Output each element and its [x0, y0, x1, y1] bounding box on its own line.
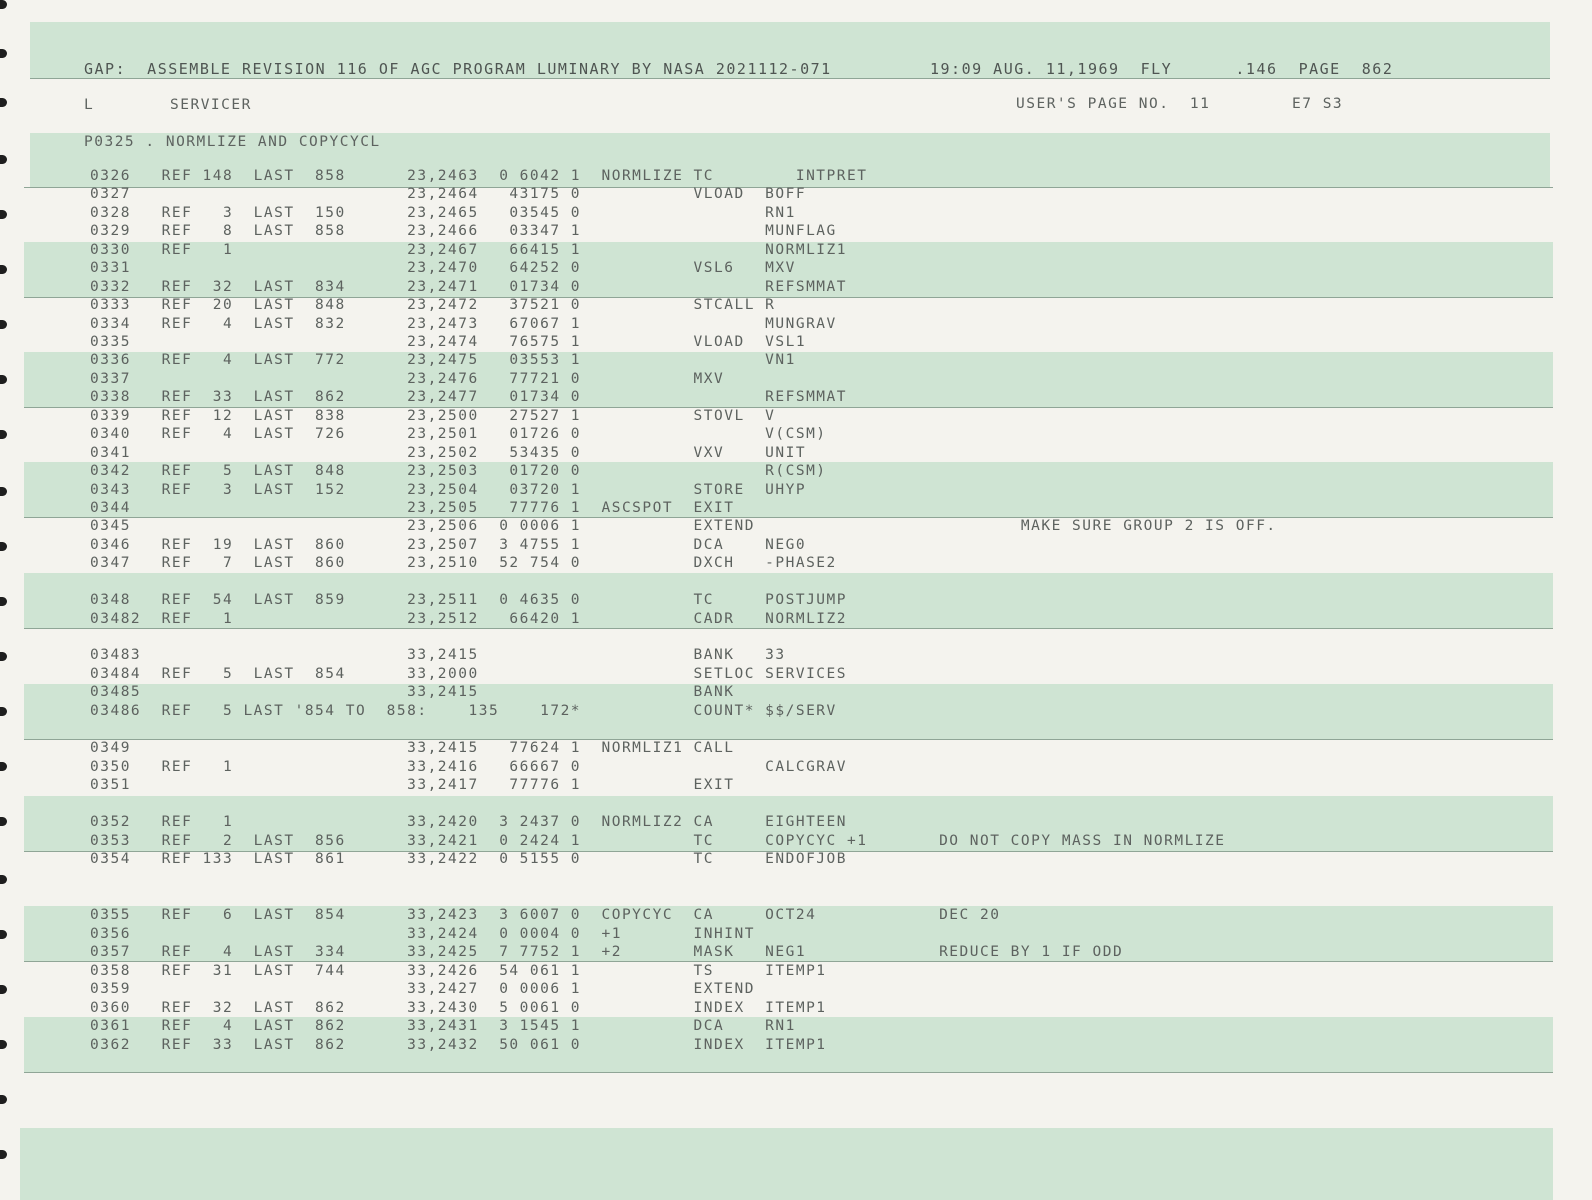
listing-row: 0337 23,2476 77721 0 MXV [90, 371, 725, 387]
listing-row: 0327 23,2464 43175 0 VLOAD BOFF [90, 186, 807, 202]
listing-row: 0360 REF 32 LAST 862 33,2430 5 0061 0 INDEX ITEMP1 [90, 1000, 827, 1016]
listing-row: 0334 REF 4 LAST 832 23,2473 67067 1 MUNGRAV [90, 316, 837, 332]
listing-row: 0330 REF 1 23,2467 66415 1 NORMLIZ1 [90, 242, 848, 258]
tractor-hole [0, 487, 7, 496]
listing-row: 0344 23,2505 77776 1 ASCSPOT EXIT [90, 500, 735, 516]
listing-row: 0333 REF 20 LAST 848 23,2472 37521 0 STCALL R [90, 297, 776, 313]
header-log-section-title: SERVICER [170, 97, 252, 113]
listing-row: 0361 REF 4 LAST 862 33,2431 3 1545 1 DCA RN1 [90, 1018, 796, 1034]
listing-row: 0351 33,2417 77776 1 EXIT [90, 777, 735, 793]
tractor-hole [0, 817, 7, 826]
tractor-hole [0, 1150, 7, 1159]
listing-row: 03486 REF 5 LAST '854 TO 858: 135 172* COUNT* $$/SERV [90, 703, 837, 719]
tractor-hole [0, 265, 7, 274]
tractor-hole [0, 652, 7, 661]
listing-row: 0343 REF 3 LAST 152 23,2504 03720 1 STORE UHYP [90, 482, 807, 498]
tractor-hole [0, 210, 7, 219]
listing-row: 0340 REF 4 LAST 726 23,2501 01726 0 V(CSM) [90, 426, 827, 442]
listing-row: 0354 REF 133 LAST 861 33,2422 0 5155 0 TC ENDOFJOB [90, 851, 848, 867]
tractor-hole [0, 985, 7, 994]
tractor-hole [0, 930, 7, 939]
header-date-page: 19:09 AUG. 11,1969 FLY .146 PAGE 862 [930, 60, 1394, 78]
listing-row: 03485 33,2415 BANK [90, 684, 735, 700]
listing-row: 0331 23,2470 64252 0 VSL6 MXV [90, 260, 796, 276]
tractor-hole [0, 1095, 7, 1104]
band-rule [24, 961, 1553, 962]
tractor-hole [0, 155, 7, 164]
tractor-hole [0, 49, 7, 58]
tractor-hole [0, 375, 7, 384]
listing-row: 0362 REF 33 LAST 862 33,2432 50 061 0 INDEX ITEMP1 [90, 1037, 827, 1053]
listing-row: 0349 33,2415 77624 1 NORMLIZ1 CALL [90, 740, 735, 756]
listing-row: 0350 REF 1 33,2416 66667 0 CALCGRAV [90, 759, 848, 775]
tractor-hole [0, 762, 7, 771]
tractor-hole [0, 430, 7, 439]
listing-row: 03484 REF 5 LAST 854 33,2000 SETLOC SERVICES [90, 666, 848, 682]
listing-row: 0335 23,2474 76575 1 VLOAD VSL1 [90, 334, 807, 350]
listing-row: 0355 REF 6 LAST 854 33,2423 3 6007 0 COPYCYC CA OCT24 DEC 20 [90, 907, 1001, 923]
tractor-hole [0, 0, 7, 9]
tractor-hole [0, 1040, 7, 1049]
listing-row: 0347 REF 7 LAST 860 23,2510 52 754 0 DXCH -PHASE2 [90, 555, 837, 571]
listing-row: 0358 REF 31 LAST 744 33,2426 54 061 1 TS ITEMP1 [90, 963, 827, 979]
header-users-page: USER'S PAGE NO. 11 [1016, 96, 1211, 112]
tractor-hole [0, 597, 7, 606]
tractor-hole [0, 707, 7, 716]
listing-row: 0329 REF 8 LAST 858 23,2466 03347 1 MUNFLAG [90, 223, 837, 239]
listing-row: 0352 REF 1 33,2420 3 2437 0 NORMLIZ2 CA EIGHTEEN [90, 814, 848, 830]
listing-row: 0338 REF 33 LAST 862 23,2477 01734 0 REFSMMAT [90, 389, 848, 405]
listing-row: 0348 REF 54 LAST 859 23,2511 0 4635 0 TC POSTJUMP [90, 592, 848, 608]
band-rule [30, 78, 1550, 79]
listing-row: 0339 REF 12 LAST 838 23,2500 27527 1 STOVL V [90, 408, 776, 424]
header-log-section-letter: L [84, 97, 95, 113]
listing-row: 0346 REF 19 LAST 860 23,2507 3 4755 1 DCA NEG0 [90, 537, 807, 553]
listing-row: 0336 REF 4 LAST 772 23,2475 03553 1 VN1 [90, 352, 796, 368]
tractor-hole [0, 875, 7, 884]
listing-row: 0341 23,2502 53435 0 VXV UNIT [90, 445, 807, 461]
listing-row: 03482 REF 1 23,2512 66420 1 CADR NORMLIZ2 [90, 611, 848, 627]
listing-row: 0332 REF 32 LAST 834 23,2471 01734 0 REFSMMAT [90, 279, 848, 295]
listing-row: 0326 REF 148 LAST 858 23,2463 0 6042 1 NORMLIZE TC INTPRET [90, 168, 868, 184]
listing-row: 0353 REF 2 LAST 856 33,2421 0 2424 1 TC COPYCYC +1 DO NOT COPY MASS IN NORMLIZE [90, 833, 1226, 849]
listing-row: 0356 33,2424 0 0004 0 +1 INHINT [90, 926, 755, 942]
listing-row: 0342 REF 5 LAST 848 23,2503 01720 0 R(CSM) [90, 463, 827, 479]
tractor-hole [0, 98, 7, 107]
listing-row: 0345 23,2506 0 0006 1 EXTEND MAKE SURE GROUP 2 IS OFF. [90, 518, 1277, 534]
header-tag: E7 S3 [1292, 96, 1344, 112]
section-title: P0325 . NORMLIZE AND COPYCYCL [84, 134, 381, 150]
listing-row: 0359 33,2427 0 0006 1 EXTEND [90, 981, 755, 997]
listing-row: 03483 33,2415 BANK 33 [90, 647, 786, 663]
band-rule [24, 628, 1553, 629]
listing-row: 0357 REF 4 LAST 334 33,2425 7 7752 1 +2 MASK NEG1 REDUCE BY 1 IF ODD [90, 944, 1124, 960]
paper-band [20, 1128, 1553, 1200]
header-assembly-line: GAP: ASSEMBLE REVISION 116 OF AGC PROGRAM LUMINARY BY NASA 2021112-071 [84, 60, 832, 78]
tractor-hole [0, 320, 7, 329]
listing-row: 0328 REF 3 LAST 150 23,2465 03545 0 RN1 [90, 205, 796, 221]
band-rule [24, 1072, 1553, 1073]
tractor-hole [0, 542, 7, 551]
